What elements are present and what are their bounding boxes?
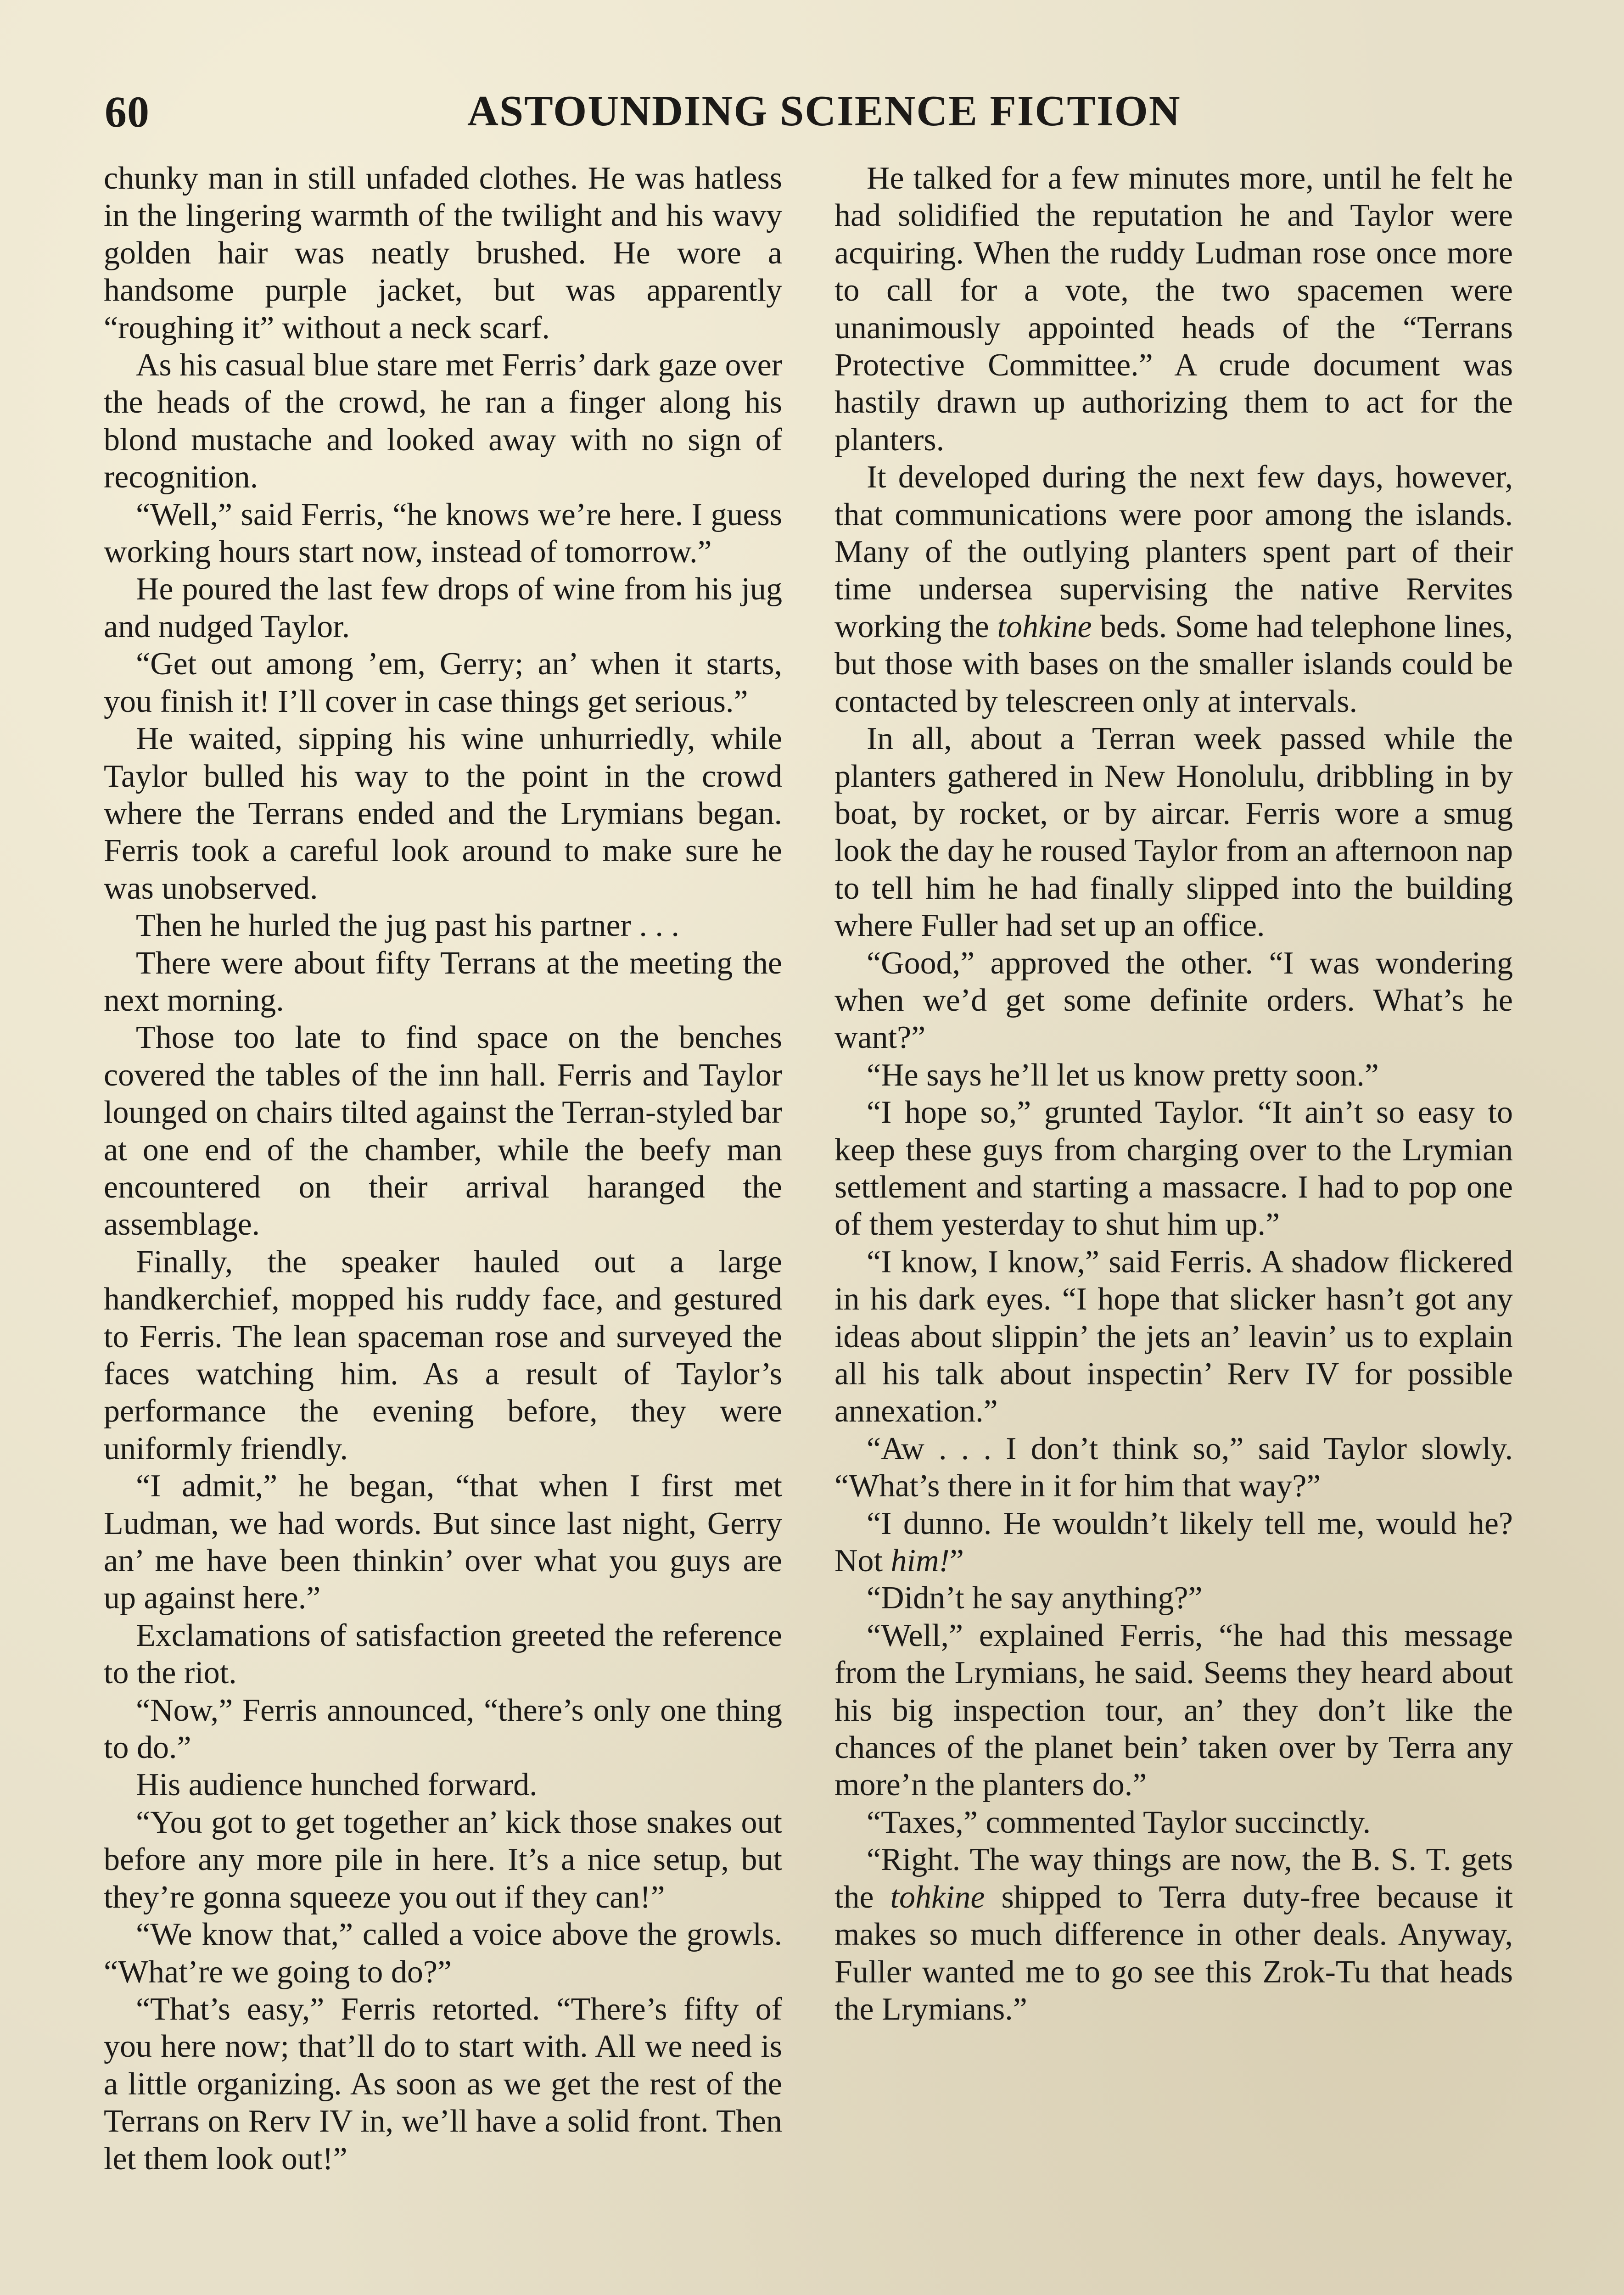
paragraph: In all, about a Terran week passed while the planters gathered in New Honolulu, dribbling in by boat, by rocket, or by aircar. Ferris wore a smug look the day he roused Taylor from an afternoon nap to tell him he had finally slipped into the building where Fuller had set up an office. — [834, 721, 1513, 944]
paragraph: “I admit,” he began, “that when I first met Ludman, we had words. But since last night, Gerry an’ me have been thinkin’ over what you guys are up against here.” — [104, 1468, 782, 1616]
paragraph: He poured the last few drops of wine from his jug and nudged Taylor. — [104, 571, 782, 644]
paragraph: His audience hunched forward. — [136, 1767, 538, 1803]
paragraph — [834, 1505, 1513, 1580]
paragraph: As his casual blue stare met Ferris’ dark gaze over the heads of the crowd, he ran a finger along his blond mustache and looked away with no sign of recognition. — [104, 347, 782, 495]
text-run: shipped to Terra duty-free because it makes so much difference in other deals. Anyway, Fuller wanted me to go see this Zrok-Tu that heads the Lrymians.” — [834, 1879, 1513, 2027]
paragraph: “I hope so,” grunted Taylor. “It ain’t so easy to keep these guys from charging over to the Lrymian settlement and starting a massacre. I had to pop one of them yesterday to shut him up.” — [834, 1095, 1513, 1243]
text-run: It developed during the next few days, however, that communications were poor among the islands. Many of the outlying planters spent part of their time undersea supervising the native Rervites working the — [834, 459, 1513, 644]
paragraph: “Well,” said Ferris, “he knows we’re here. I guess working hours start now, instead of tomorrow.” — [104, 497, 782, 570]
text-run: “I dunno. He wouldn’t likely tell me, would he? Not — [834, 1506, 1513, 1579]
right-text-column — [834, 160, 1513, 2295]
paragraph: “I know, I know,” said Ferris. A shadow flickered in his dark eyes. “I hope that slicker hasn’t got any ideas about slippin’ the jets an’ leavin’ us to explain all his talk about inspectin’ Rerv IV for possible annexation.” — [834, 1244, 1513, 1429]
paragraph: Finally, the speaker hauled out a large handkerchief, mopped his ruddy face, and gestured to Ferris. The lean spaceman rose and surveyed the faces watching him. As a result of Taylor’s performance the evening before, they were uniformly friendly. — [104, 1244, 782, 1467]
paragraph: Exclamations of satisfaction greeted the reference to the riot. — [104, 1618, 782, 1691]
italic-term: tohkine — [997, 609, 1092, 644]
paragraph: “Now,” Ferris announced, “there’s only one thing to do.” — [104, 1692, 782, 1766]
paragraph: “Didn’t he say anything?” — [867, 1580, 1203, 1616]
paragraph: Those too late to find space on the benches covered the tables of the inn hall. Ferris and Taylor lounged on chairs tilted against the Terran-styled bar at one end of the chamber, while the beefy man encountered on their arrival haranged the assemblage. — [104, 1020, 782, 1243]
text-run: beds. Some had telephone lines, but those with bases on the smaller islands could be contacted by telescreen only at intervals. — [834, 609, 1513, 719]
paragraph: There were about fifty Terrans at the meeting the next morning. — [104, 945, 782, 1018]
paragraph: “Taxes,” commented Taylor succinctly. — [867, 1804, 1371, 1840]
paragraph: He talked for a few minutes more, until he felt he had solidified the reputation he and Taylor were acquiring. When the ruddy Ludman rose once more to call for a vote, the two spacemen were unanimously appointed heads of the “Terrans Protective Committee.” A crude document was hastily drawn up authorizing them to act for the planters. — [834, 161, 1513, 458]
page-header — [105, 82, 1528, 151]
paragraph: chunky man in still unfaded clothes. He was hatless in the lingering warmth of the twilight and his wavy golden hair was neatly brushed. He wore a handsome purple jacket, but was apparently “roughing it” without a neck scarf. — [104, 161, 782, 346]
paragraph: “We know that,” called a voice above the growls. “What’re we going to do?” — [104, 1917, 782, 1990]
page-number: 60 — [105, 87, 150, 136]
italic-term: tohkine — [890, 1879, 985, 1915]
text-run: “Right. The way things are now, the B. S. T. gets the — [834, 1842, 1513, 1915]
paragraph: He waited, sipping his wine unhurriedly, while Taylor bulled his way to the point in the crowd where the Terrans ended and the Lrymians began. Ferris took a careful look around to make sure he was unobserved. — [104, 721, 782, 906]
paragraph — [834, 459, 1513, 720]
paragraph: “Get out among ’em, Gerry; an’ when it starts, you finish it! I’ll cover in case things get serious.” — [104, 646, 782, 719]
paragraph — [834, 1841, 1513, 2028]
italic-term: him! — [890, 1543, 950, 1579]
text-run: ” — [949, 1543, 964, 1579]
paragraph: “You got to get together an’ kick those snakes out before any more pile in here. It’s a nice setup, but they’re gonna squeeze you out if they can!” — [104, 1804, 782, 1915]
paragraph: “Aw . . . I don’t think so,” said Taylor slowly. “What’s there in it for him that way?” — [834, 1431, 1513, 1504]
paragraph: “Well,” explained Ferris, “he had this message from the Lrymians, he said. Seems they heard about his big inspection tour, an’ they don’t like the chances of the planet bein’ taken over by Terra any more’n the planters do.” — [834, 1618, 1513, 1803]
left-text-column — [104, 160, 782, 2295]
magazine-title: ASTOUNDING SCIENCE FICTION — [467, 87, 1181, 135]
paragraph: “That’s easy,” Ferris retorted. “There’s fifty of you here now; that’ll do to start with. All we need is a little organizing. As soon as we get the rest of the Terrans on Rerv IV in, we’ll have a solid front. Then let them look out!” — [104, 1991, 782, 2177]
paragraph: “He says he’ll let us know pretty soon.” — [867, 1057, 1379, 1093]
paragraph: Then he hurled the jug past his partner . . . — [136, 908, 679, 944]
paragraph: “Good,” approved the other. “I was wondering when we’d get some definite orders. What’s he want?” — [834, 945, 1513, 1056]
